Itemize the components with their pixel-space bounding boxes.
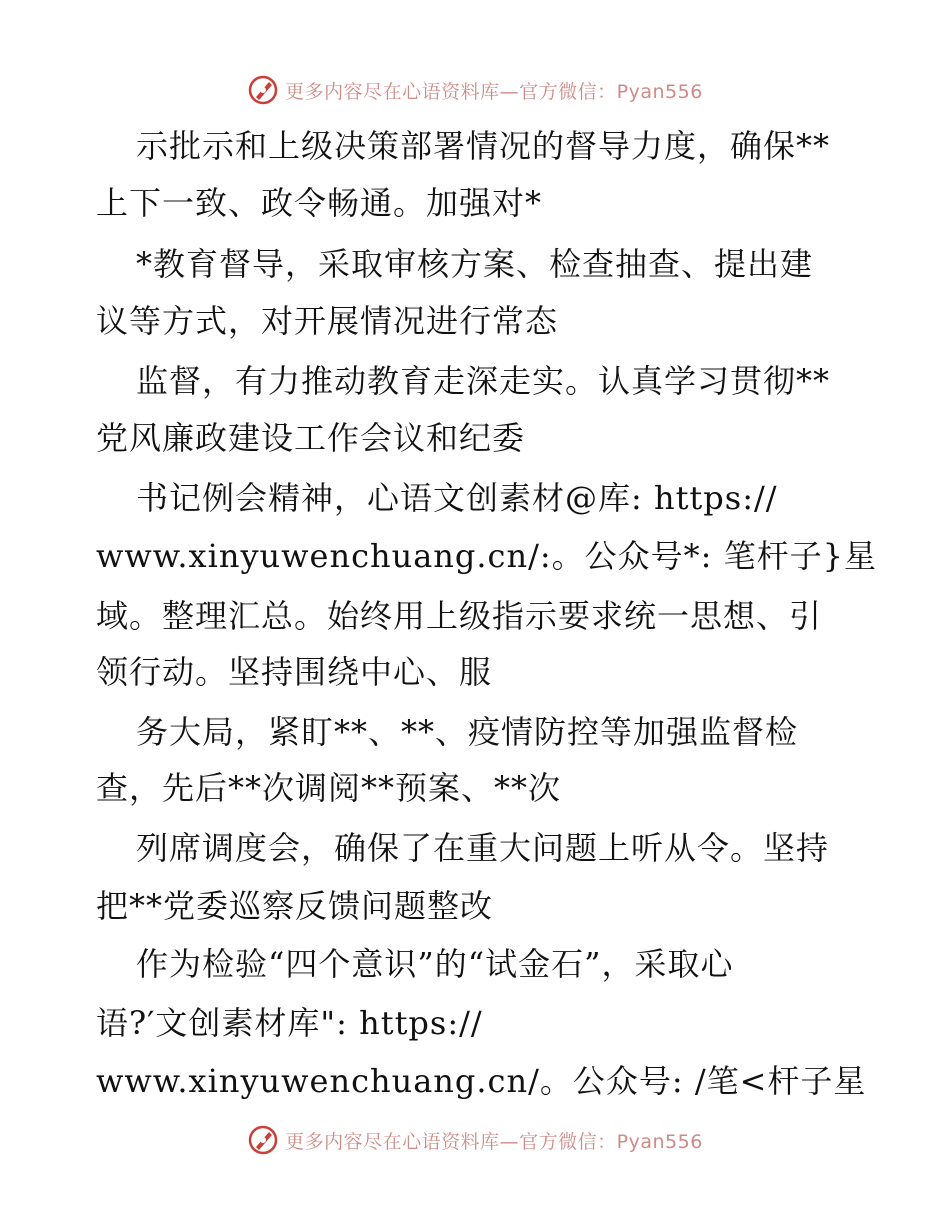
- header-watermark-banner: [0, 70, 950, 110]
- text-line: 议等方式，对开展情况进行常态: [96, 302, 559, 340]
- text-line: www.xinyuwenchuang.cn/:。公众号*: 笔杆子}星: [96, 537, 877, 575]
- footer-watermark-banner: [0, 1120, 950, 1160]
- text-line: 领行动。坚持围绕中心、服: [96, 653, 493, 691]
- text-line: 监督，有力推动教育走深走实。认真学习贯彻**: [136, 362, 831, 400]
- text-line: 党风廉政建设工作会议和纪委: [96, 419, 526, 457]
- text-line: *教育督导，采取审核方案、检查抽查、提出建: [136, 245, 814, 283]
- text-line: 书记例会精神，心语文创素材@库: https://: [136, 479, 778, 517]
- text-line: 把**党委巡察反馈问题整改: [96, 887, 494, 925]
- text-line: 语?′文创素材库": https://: [96, 1004, 483, 1042]
- text-line: 查，先后**次调阅**预案、**次: [96, 769, 562, 807]
- text-line: 示批示和上级决策部署情况的督导力度，确保**: [136, 127, 831, 165]
- text-line: 上下一致、政令畅通。加强对*: [96, 184, 543, 222]
- pen-seal-logo-icon: [247, 1124, 279, 1156]
- pen-seal-logo-icon: [247, 74, 279, 106]
- text-line: 作为检验“四个意识”的“试金石”，采取心: [136, 945, 734, 983]
- text-line: 务大局，紧盯**、**、疫情防控等加强监督检: [136, 713, 799, 751]
- watermark-text: 更多内容尽在心语资料库—官方微信：Pyan556: [285, 1130, 703, 1153]
- text-line: www.xinyuwenchuang.cn/。公众号: /笔<杆子星: [96, 1062, 867, 1100]
- text-line: 列席调度会，确保了在重大问题上听从令。坚持: [136, 829, 830, 867]
- text-line: 域。整理汇总。始终用上级指示要求统一思想、引: [96, 597, 823, 635]
- watermark-text: 更多内容尽在心语资料库—官方微信：Pyan556: [285, 80, 703, 103]
